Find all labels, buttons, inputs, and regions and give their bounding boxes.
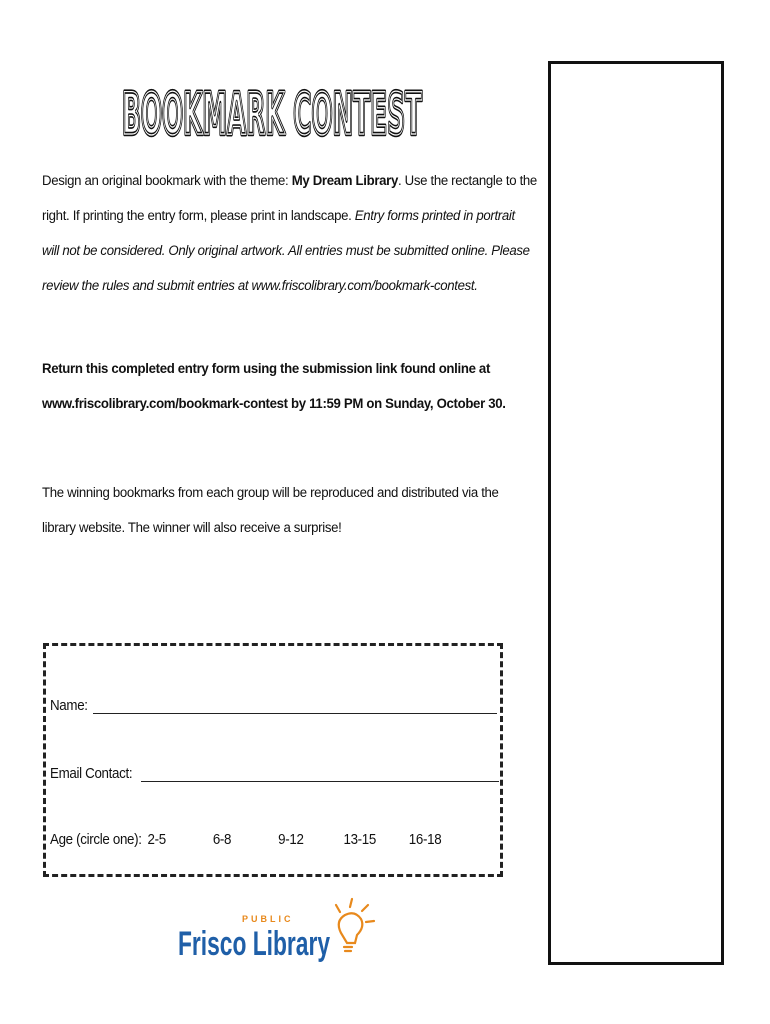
intro-line-1	[42, 164, 535, 199]
email-line[interactable]	[141, 767, 499, 782]
winners-line-1: The winning bookmarks from each group will be reproduced and distributed via the	[42, 485, 499, 501]
intro-paragraph	[42, 164, 535, 304]
age-option-6-8[interactable]: 6-8	[212, 832, 232, 848]
return-notice-line-1: Return this completed entry form using the submission link found online at	[42, 361, 491, 377]
title-text-inner-stroke: BOOKMARK CONTEST	[122, 80, 423, 148]
age-option-9-12[interactable]: 9-12	[278, 832, 304, 848]
contest-theme: My Dream Library	[291, 173, 398, 189]
intro-line-1-start: Design an original bookmark with the theme:	[42, 173, 292, 189]
intro-line-3: will not be considered. Only original artwork. All entries must be submitted online. Please	[42, 243, 530, 259]
entry-form-box	[43, 643, 503, 877]
frisco-library-logo	[176, 893, 376, 973]
name-field[interactable]	[50, 698, 497, 714]
page-title	[120, 62, 440, 152]
intro-line-2	[42, 199, 535, 234]
intro-line-1-end: . Use the rectangle to the	[397, 173, 537, 189]
return-notice	[42, 352, 507, 422]
winners-line-2: library website. The winner will also receive a surprise!	[42, 520, 342, 536]
logo-wordmark: Frisco Library	[178, 925, 331, 963]
intro-line-2-start: right. If printing the entry form, please print in landscape.	[42, 208, 355, 224]
email-label: Email Contact:	[50, 766, 133, 782]
age-field	[50, 832, 511, 848]
name-label: Name:	[50, 698, 88, 714]
winners-paragraph	[42, 476, 507, 546]
age-option-2-5[interactable]: 2-5	[147, 832, 166, 848]
age-label: Age (circle one):	[50, 832, 142, 848]
name-line[interactable]	[93, 699, 497, 714]
intro-line-4: review the rules and submit entries at www.friscolibrary.com/bookmark-contest.	[42, 278, 478, 294]
lightbulb-icon	[336, 899, 374, 951]
age-option-13-15[interactable]: 13-15	[343, 832, 376, 848]
return-notice-line-2: www.friscolibrary.com/bookmark-contest by 11:59 PM on Sunday, October 30.	[42, 396, 506, 412]
logo-tagline: PUBLIC	[242, 914, 294, 924]
age-option-16-18[interactable]: 16-18	[408, 832, 442, 848]
intro-line-2-italic: Entry forms printed in portrait	[354, 208, 515, 224]
email-field[interactable]	[50, 766, 499, 782]
title-text: BOOKMARK CONTEST	[122, 80, 423, 148]
bookmark-drawing-area[interactable]	[548, 61, 724, 965]
